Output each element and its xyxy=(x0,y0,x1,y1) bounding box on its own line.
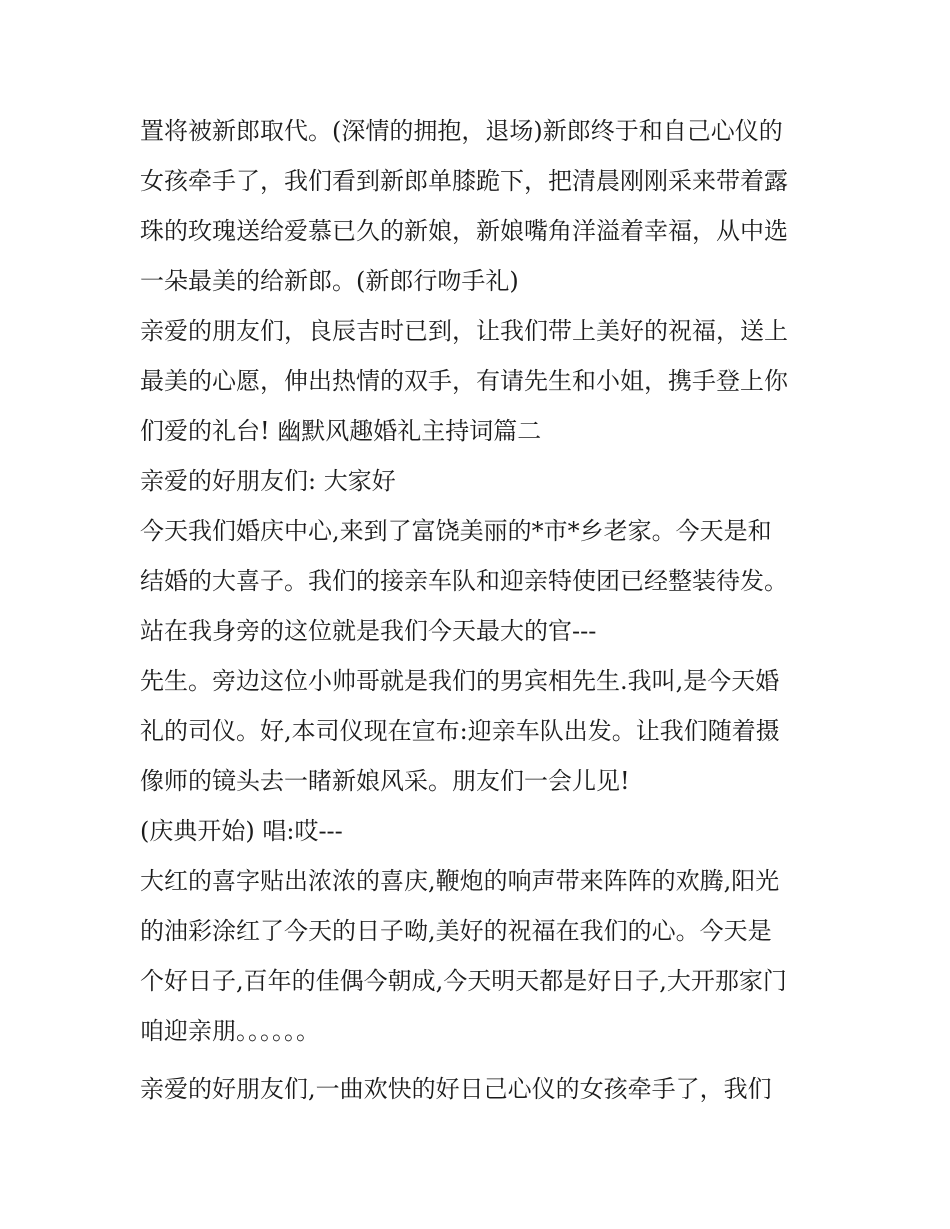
text-line: 像师的镜头去一睹新娘风采。朋友们一会儿见! xyxy=(140,767,630,795)
text-line: 亲爱的好朋友们,一曲欢快的好日己心仪的女孩牵手了，我们 xyxy=(140,1075,772,1103)
text-line: 咱迎亲朋。。。。。。 xyxy=(140,1017,320,1045)
text-line: 结婚的大喜子。我们的接亲车队和迎亲特使团已经整装待发。 xyxy=(140,567,788,595)
text-line: 礼的司仪。好,本司仪现在宣布:迎亲车队出发。让我们随着摄 xyxy=(140,717,780,745)
text-line: 今天我们婚庆中心,来到了富饶美丽的*市*乡老家。今天是和 xyxy=(140,517,772,545)
text-line: 亲爱的好朋友们: 大家好 xyxy=(140,467,396,495)
text-line: 站在我身旁的这位就是我们今天最大的官--- xyxy=(140,617,597,645)
text-line: 一朵最美的给新郎。(新郎行吻手礼) xyxy=(140,267,519,295)
text-line: 珠的玫瑰送给爱慕已久的新娘，新娘嘴角洋溢着幸福，从中选 xyxy=(140,217,788,245)
text-line: 女孩牵手了，我们看到新郎单膝跪下，把清晨刚刚采来带着露 xyxy=(140,167,788,195)
text-line: 先生。旁边这位小帅哥就是我们的男宾相先生.我叫,是今天婚 xyxy=(140,667,780,695)
text-line: 亲爱的朋友们，良辰吉时已到，让我们带上美好的祝福，送上 xyxy=(140,317,788,345)
text-line: 个好日子,百年的佳偶今朝成,今天明天都是好日子,大开那家门 xyxy=(140,967,787,995)
text-line: 大红的喜字贴出浓浓的喜庆,鞭炮的响声带来阵阵的欢腾,阳光 xyxy=(140,867,780,895)
text-line: 置将被新郎取代。(深情的拥抱，退场)新郎终于和自己心仪的 xyxy=(140,117,783,145)
text-line: 们爱的礼台! 幽默风趣婚礼主持词篇二 xyxy=(140,417,542,445)
document-body xyxy=(140,106,820,1114)
text-line: 最美的心愿，伸出热情的双手，有请先生和小姐，携手登上你 xyxy=(140,367,788,395)
text-line: 的油彩涂红了今天的日子呦,美好的祝福在我们的心。今天是 xyxy=(140,917,772,945)
text-line: (庆典开始) 唱:哎--- xyxy=(140,817,343,845)
